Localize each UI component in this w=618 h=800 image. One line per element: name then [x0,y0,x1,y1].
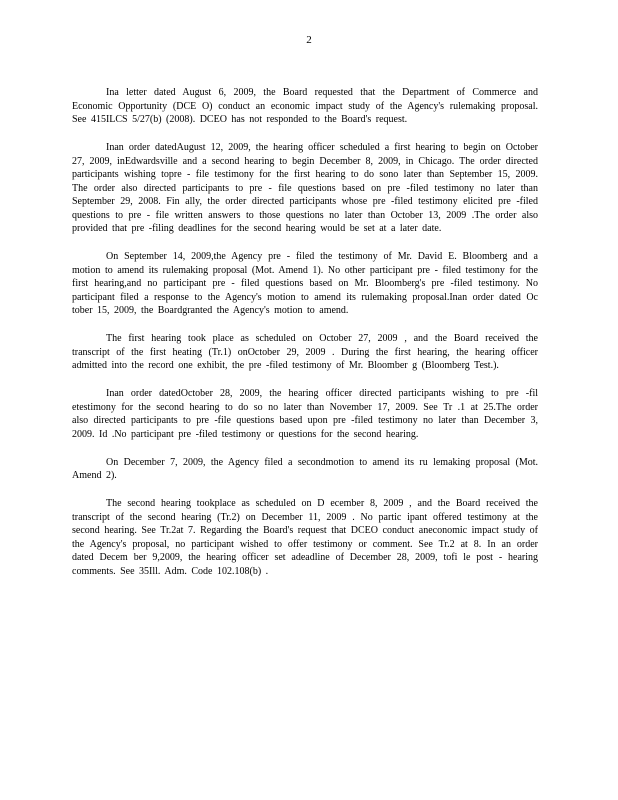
paragraph-second-hearing: The second hearing tookplace as scheduled on D ecember 8, 2009 , and the Board received the transcript of the second hearing (Tr.2) on December 11, 2009 . No partic ipant offered testimony at the second hearing. See Tr.2at 7. Regarding the Board's request that DCEO conduct aneconomic impact study of the Agency's proposal, no participant wished to offer testimony or comment. See Tr.2 at 8. In an order dated Decem ber 9,2009, the hearing officer set adeadline of December 28, 2009, tofi le post - hearing comments. See 35Ill. Adm. Code 102.108(b) . [72,498,538,577]
paragraph-prefiled-testimony: On September 14, 2009,the Agency pre - filed the testimony of Mr. David E. Bloomberg and a motion to amend its rulemaking proposal (Mot. Amend 1). No other participant pre - filed testimony for the first hearing,and no participant pre - filed questions based on Mr. Bloomberg's pre -filed testimony. No participant filed a response to the Agency's motion to amend its rulemaking proposal.Inan order dated Oc tober 15, 2009, the Boardgranted the Agency's motion to amend. [72,251,538,316]
paragraph-second-hearing-order: Inan order datedOctober 28, 2009, the hearing officer directed participants wishing to pre -fil etestimony for the second hearing to do so no later than November 17, 2009. See Tr .1 at 25.The order also directed participants to pre -file questions based upon pre -filed testimony no later than December 3, 2009. Id .No participant pre -filed testimony or questions for the second hearing. [72,388,538,440]
paragraph-second-motion: On December 7, 2009, the Agency filed a secondmotion to amend its ru lemaking proposal (Mot. Amend 2). [72,456,538,481]
page-number: 2 [306,34,312,46]
document-body [72,86,538,578]
paragraph-first-hearing: The first hearing took place as scheduled on October 27, 2009 , and the Board received the transcript of the first heating (Tr.1) onOctober 29, 2009 . During the first hearing, the hearing officer admitted into the record one exhibit, the pre -filed testimony of Mr. Bloomber g (Bloomberg Test.). [72,333,538,371]
paragraph-hearing-schedule: Inan order datedAugust 12, 2009, the hearing officer scheduled a first hearing to begin on October 27, 2009, inEdwardsville and a second hearing to begin December 8, 2009, in Chicago. The order directed participants wishing topre - file testimony for the first hearing to do sono later than September 15, 2009. The order also directed participants to pre - file questions based on pre -filed testimony no later than September 29, 2008. Fin ally, the order directed participants whose pre -filed testimony elicited pre -filed questions to pre - file written answers to those questions no later than October 13, 2009 .The order also provided that pre -filing deadlines for the second hearing would be set at a later date. [72,142,538,234]
paragraph-dceo-request: Ina letter dated August 6, 2009, the Board requested that the Department of Commerce and Economic Opportunity (DCE O) conduct an economic impact study of the Agency's rulemaking proposal. See 415ILCS 5/27(b) (2008). DCEO has not responded to the Board's request. [72,87,538,125]
